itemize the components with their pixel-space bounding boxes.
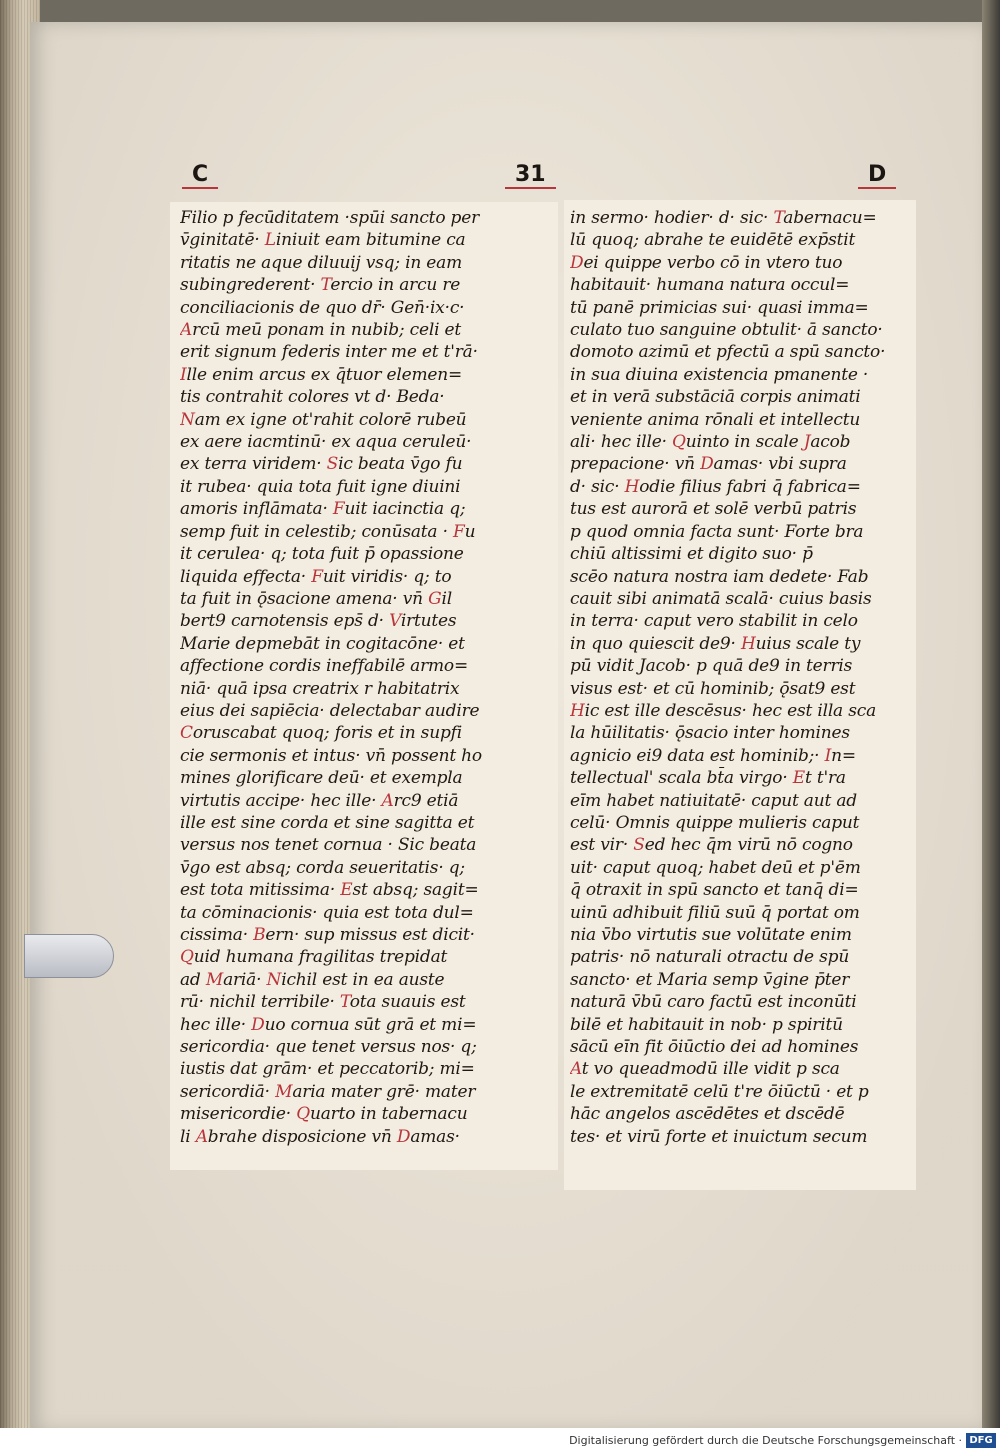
rubric-initial: M	[275, 1081, 293, 1102]
text-line: Ille enim arcus ex q̄tuor elemen=	[180, 364, 463, 385]
rubric-initial: D	[570, 252, 584, 273]
text-line: hāc angelos ascēdētes et dscēdē	[570, 1104, 845, 1125]
rubric-initial: D	[251, 1014, 265, 1035]
text-line: Hic est ille descēsus· hec est illa sca	[570, 700, 876, 721]
text-line: ta cōminacionis· quia est tota dul=	[180, 902, 474, 923]
text-line: semp fuit in celestib; conūsata · Fu	[180, 521, 476, 542]
text-line: eīm habet natiuitatē· caput aut ad	[570, 790, 857, 811]
text-line: iustis dat grām· et peccatorib; mi=	[180, 1059, 475, 1080]
text-line: habitauit· humana natura occul=	[570, 275, 850, 296]
rubric-initial: T	[320, 275, 331, 296]
text-line: tū panē primicias sui· quasi imma=	[570, 297, 869, 318]
text-line: cie sermonis et intus· vn̄ possent ho	[180, 745, 482, 766]
text-line: Marie depmebāt in cogitacōne· et	[180, 633, 465, 654]
rubric-initial: D	[700, 454, 714, 475]
text-line: mines glorificare deū· et exempla	[180, 768, 463, 789]
text-line: versus nos tenet cornua · Sic beata	[180, 835, 477, 856]
text-line: conciliacionis de quo dr̄· Gen̄·ix·c·	[180, 297, 465, 318]
text-line: ta fuit in ǭsacione amena· vn̄ Gil	[180, 588, 452, 609]
text-line: naturā v̄bū caro factū est inconūti	[570, 992, 857, 1013]
text-line: Quid humana fragilitas trepidat	[180, 947, 448, 968]
text-line: it rubea· quia tota fuit igne diuini	[180, 476, 461, 497]
text-line: uit· caput quoq; habet deū et p'ēm	[570, 857, 861, 878]
text-line: lū quoq; abrahe te euidētē exp̄stit	[570, 230, 856, 251]
text-line: virtutis accipe· hec ille· Arc9 etiā	[180, 790, 459, 811]
rubric-initial: A	[195, 1126, 208, 1147]
rubric-initial: Q	[672, 432, 686, 453]
text-line: v̄ginitatē· Liniuit eam bitumine ca	[180, 230, 466, 251]
page-clip	[24, 934, 114, 978]
rubric-initial: D	[396, 1126, 411, 1147]
text-line: tes· et virū forte et inuictum secum	[570, 1126, 868, 1147]
text-line: patris· nō naturali otractu de spū	[570, 947, 850, 968]
rubric-initial: G	[428, 588, 442, 609]
rubric-initial: A	[381, 790, 394, 811]
text-line: bert9 carnotensis eps̄ d· Virtutes	[180, 611, 457, 632]
text-line: v̄go est absq; corda seueritatis· q;	[180, 857, 465, 878]
text-line: it cerulea· q; tota fuit p̄ opassione	[180, 544, 464, 565]
rubric-initial: F	[453, 521, 465, 542]
text-line: erit signum federis inter me et t'rā·	[180, 342, 478, 363]
text-line: ritatis ne aque diluuij vsq; in eam	[180, 252, 462, 273]
text-line: q̄ otraxit in spū sancto et tanq̄ di=	[570, 880, 859, 901]
text-line: liquida effecta· Fuit viridis· q; to	[180, 566, 452, 587]
rubric-initial: N	[180, 409, 195, 430]
text-line: ad Mariā· Nichil est in ea auste	[180, 969, 445, 990]
text-line: ex aere iacmtinū· ex aqua ceruleū·	[180, 432, 472, 453]
text-line: affectione cordis ineffabilē armo=	[180, 656, 468, 677]
text-line: in quo quiescit de9· Huius scale ty	[570, 633, 861, 654]
rubric-initial: H	[740, 633, 756, 654]
rubric-initial: C	[180, 723, 193, 744]
rubric-initial: B	[253, 925, 266, 945]
text-line: et in verā substāciā corpis animati	[570, 387, 861, 408]
rubric-initial: T	[339, 992, 350, 1013]
text-line: agnicio ei9 data est hominib;· In=	[570, 745, 856, 766]
text-line: cauit sibi animatā scalā· cuius basis	[570, 588, 872, 609]
text-line: Arcū meū ponam in nubib; celi et	[180, 320, 462, 341]
right-text-column	[570, 207, 910, 1148]
text-line: niā· quā ipsa creatrix r habitatrix	[180, 678, 460, 699]
text-line: in sua diuina existencia pmanente ·	[570, 364, 869, 385]
text-line: le extremitatē celū t're ōiūctū · et p	[570, 1081, 869, 1102]
rubric-initial: Q	[180, 947, 194, 968]
text-line: est tota mitissima· Est absq; sagit=	[180, 880, 479, 901]
rubric-initial: A	[570, 1059, 582, 1080]
text-line: eius dei sapiēcia· delectabar audire	[180, 700, 480, 721]
text-line: est vir· Sed hec q̄m virū nō cogno	[570, 835, 853, 856]
rubric-initial: E	[792, 768, 805, 789]
text-line: At vo queadmodū ille vidit p sca	[570, 1059, 840, 1080]
text-line: bilē et habitauit in nob· p spiritū	[570, 1014, 843, 1035]
rubric-initial: T	[773, 208, 784, 228]
text-line: ille est sine corda et sine sagitta et	[180, 812, 475, 833]
text-line: in sermo· hodier· d· sic· Tabernacu=	[570, 208, 877, 228]
rubric-initial: Q	[296, 1104, 310, 1125]
dfg-logo: DFG	[966, 1433, 996, 1448]
text-line: celū· Omnis quippe mulieris caput	[570, 812, 860, 833]
rubric-initial: S	[633, 835, 645, 856]
text-line: Dei quippe verbo cō in vtero tuo	[570, 252, 843, 273]
rubric-initial: V	[389, 611, 401, 632]
text-line: prepacione· vn̄ Damas· vbi supra	[570, 454, 847, 475]
text-line: tellectual' scala bt̄a virgo· Et t'ra	[570, 768, 846, 789]
text-line: domoto azimū et pfectū a spū sancto·	[570, 342, 886, 363]
text-line: ali· hec ille· Quinto in scale Jacob	[570, 432, 851, 453]
text-line: uinū adhibuit filiū suū q̄ portat om	[570, 902, 860, 923]
text-line: la hūilitatis· ǭsacio inter homines	[570, 723, 850, 744]
rubric-initial: J	[803, 432, 811, 453]
text-line: Filio p fecūditatem ·spūi sancto per	[180, 208, 480, 228]
text-line: chiū altissimi et digito suo· p̄	[570, 544, 813, 565]
footer-bar	[0, 1428, 1000, 1452]
left-mark-text: C	[182, 162, 218, 189]
rubric-initial: M	[205, 969, 224, 990]
text-line: rū· nichil terribile· Tota suauis est	[180, 992, 466, 1013]
text-line: amoris inflāmata· Fuit iacinctia q;	[180, 499, 466, 520]
text-line: tis contrahit colores vt d· Beda·	[180, 387, 445, 408]
text-line: sericordiā· Maria mater grē· mater	[180, 1081, 476, 1102]
header-right-mark	[858, 162, 896, 192]
text-line: pū vidit Jacob· p quā de9 in terris	[570, 656, 853, 677]
text-line: sericordia· que tenet versus nos· q;	[180, 1037, 477, 1058]
left-text-column	[180, 207, 545, 1148]
rubric-initial: F	[332, 499, 345, 520]
rubric-initial: E	[340, 880, 353, 901]
text-line: sancto· et Maria semp v̄gine p̄ter	[570, 969, 850, 990]
text-line: sācū eīn fit ōiūctio dei ad homines	[570, 1037, 859, 1058]
rubric-initial: S	[326, 454, 339, 475]
text-line: tus est aurorā et solē verbū patris	[570, 499, 857, 520]
header-folio	[505, 162, 556, 192]
right-mark-text: D	[858, 162, 896, 189]
text-line: scēo natura nostra iam dedete· Fab	[570, 566, 869, 587]
text-line: misericordie· Quarto in tabernacu	[180, 1104, 468, 1125]
text-line: Coruscabat quoq; foris et in supfi	[180, 723, 462, 744]
text-line: veniente anima rōnali et intellectu	[570, 409, 861, 430]
text-line: Nam ex igne ot'rahit colorē rubeū	[180, 409, 467, 430]
text-line: cissima· Bern· sup missus est dicit·	[180, 925, 475, 945]
text-line: d· sic· Hodie filius fabri q̄ fabrica=	[570, 476, 861, 497]
rubric-initial: H	[570, 700, 585, 721]
text-line: subingrederent· Tercio in arcu re	[180, 275, 461, 296]
right-binding-edge	[982, 0, 1000, 1452]
rubric-initial: F	[311, 566, 323, 587]
footer-credit: Digitalisierung gefördert durch die Deutsche Forschungsgemeinschaft ·	[569, 1434, 962, 1447]
text-line: visus est· et cū hominib; ǭsat9 est	[570, 678, 856, 699]
text-line: li Abrahe disposicione vn̄ Damas·	[180, 1126, 460, 1147]
text-line: nia v̄bo virtutis sue volūtate enim	[570, 925, 852, 945]
text-line: culato tuo sanguine obtulit· ā sancto·	[570, 320, 883, 341]
rubric-initial: H	[624, 476, 640, 497]
rubric-initial: L	[264, 230, 276, 251]
header-left-mark	[182, 162, 218, 192]
text-line: ex terra viridem· Sic beata v̄go fu	[180, 454, 463, 475]
text-line: p quod omnia facta sunt· Forte bra	[570, 521, 864, 542]
rubric-initial: A	[180, 320, 193, 341]
rubric-initial: I	[824, 745, 832, 766]
text-line: in terra· caput vero stabilit in celo	[570, 611, 858, 632]
rubric-initial: I	[180, 364, 187, 385]
rubric-initial: N	[266, 969, 282, 990]
folio-number: 31	[505, 162, 556, 189]
text-line: hec ille· Duo cornua sūt grā et mi=	[180, 1014, 477, 1035]
